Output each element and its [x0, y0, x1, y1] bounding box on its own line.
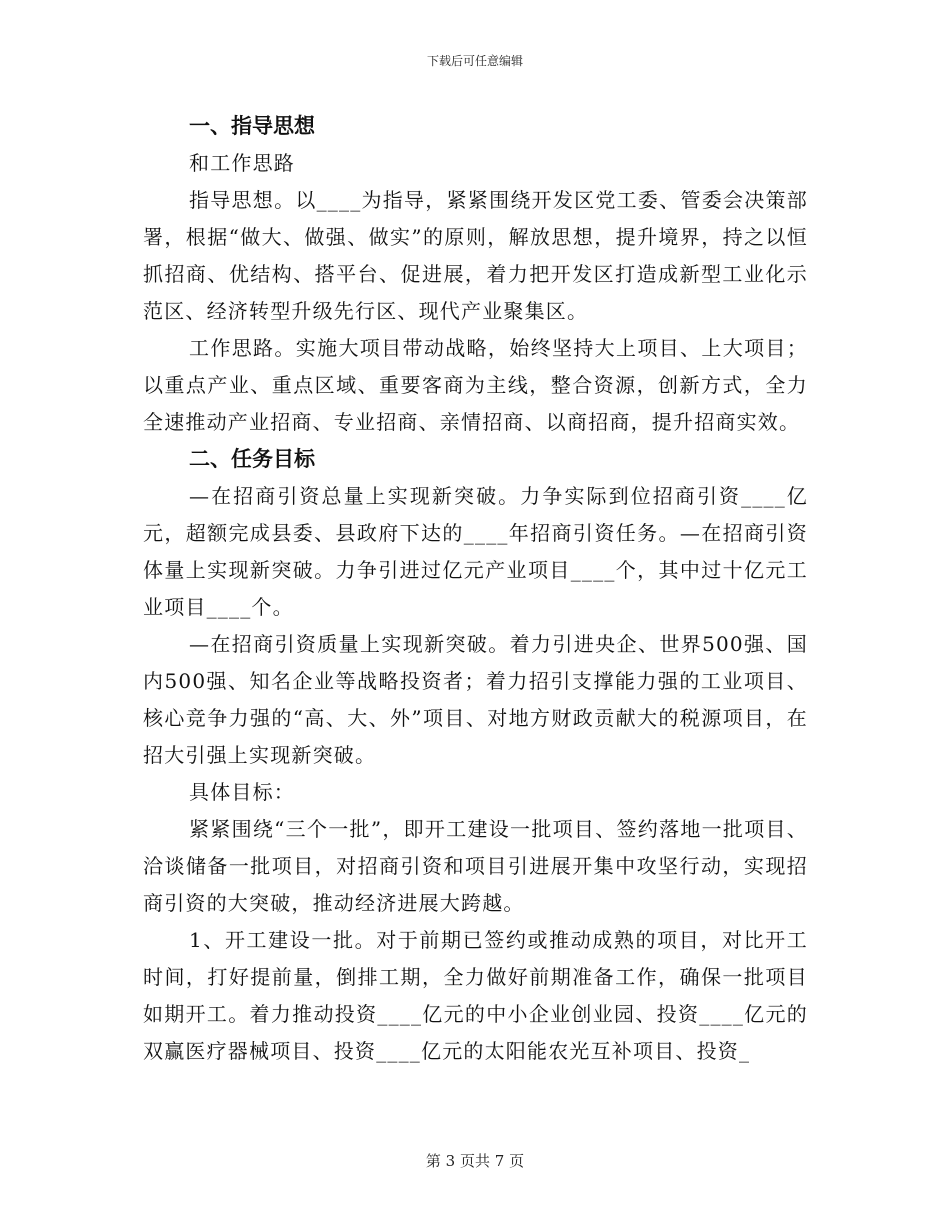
section-1-paragraph-work-approach: 工作思路。实施大项目带动战略，始终坚持大上项目、上大项目；以重点产业、重点区域、重要客商为主线，整合资源，创新方式，全力全速推动产业招商、专业招商、亲情招商、以商招商，提升招商实效。 — [143, 336, 808, 434]
section-1-paragraph-guiding-thought: 指导思想。以____为指导，紧紧围绕开发区党工委、管委会决策部署，根据“做大、做强、做实”的原则，解放思想，提升境界，持之以恒抓招商、优结构、搭平台、促进展，着力把开发区打造成新型工业化示范区、经济转型升级先行区、现代产业聚集区。 — [143, 188, 808, 323]
section-1-subtitle: 和工作思路 — [189, 151, 295, 175]
page-number: 第 3 页共 7 页 — [425, 1152, 525, 1170]
section-2-title: 二、任务目标 — [189, 447, 315, 471]
section-2-paragraph-quality-breakthrough: —在招商引资质量上实现新突破。着力引进央企、世界500强、国内500强、知名企业等战略投资者；着力招引支撑能力强的工业项目、核心竞争力强的“高、大、外”项目、对地方财政贡献大的税源项目，在招大引强上实现新突破。 — [143, 632, 808, 767]
section-1-title: 一、指导思想 — [189, 114, 315, 138]
section-2-paragraph-three-batches: 紧紧围绕“三个一批”，即开工建设一批项目、签约落地一批项目、洽谈储备一批项目，对招商引资和项目引进展开集中攻坚行动，实现招商引资的大突破，推动经济进展大跨越。 — [143, 817, 808, 915]
section-2-paragraph-start-construction: 1、开工建设一批。对于前期已签约或推动成熟的项目，对比开工时间，打好提前量，倒排工期，全力做好前期准备工作，确保一批项目如期开工。着力推动投资____亿元的中小企业创业园、投资____亿元的双赢医疗器械项目、投资____亿元的太阳能农光互补项目、投资_ — [143, 928, 808, 1063]
section-2-specific-goals-label: 具体目标： — [189, 780, 295, 804]
document-body — [143, 108, 808, 1070]
section-2-paragraph-total-breakthrough: —在招商引资总量上实现新突破。力争实际到位招商引资____亿元，超额完成县委、县政府下达的____年招商引资任务。—在招商引资体量上实现新突破。力争引进过亿元产业项目____个，其中过十亿元工业项目____个。 — [143, 484, 808, 619]
page-header-note: 下载后可任意编辑 — [426, 54, 523, 68]
